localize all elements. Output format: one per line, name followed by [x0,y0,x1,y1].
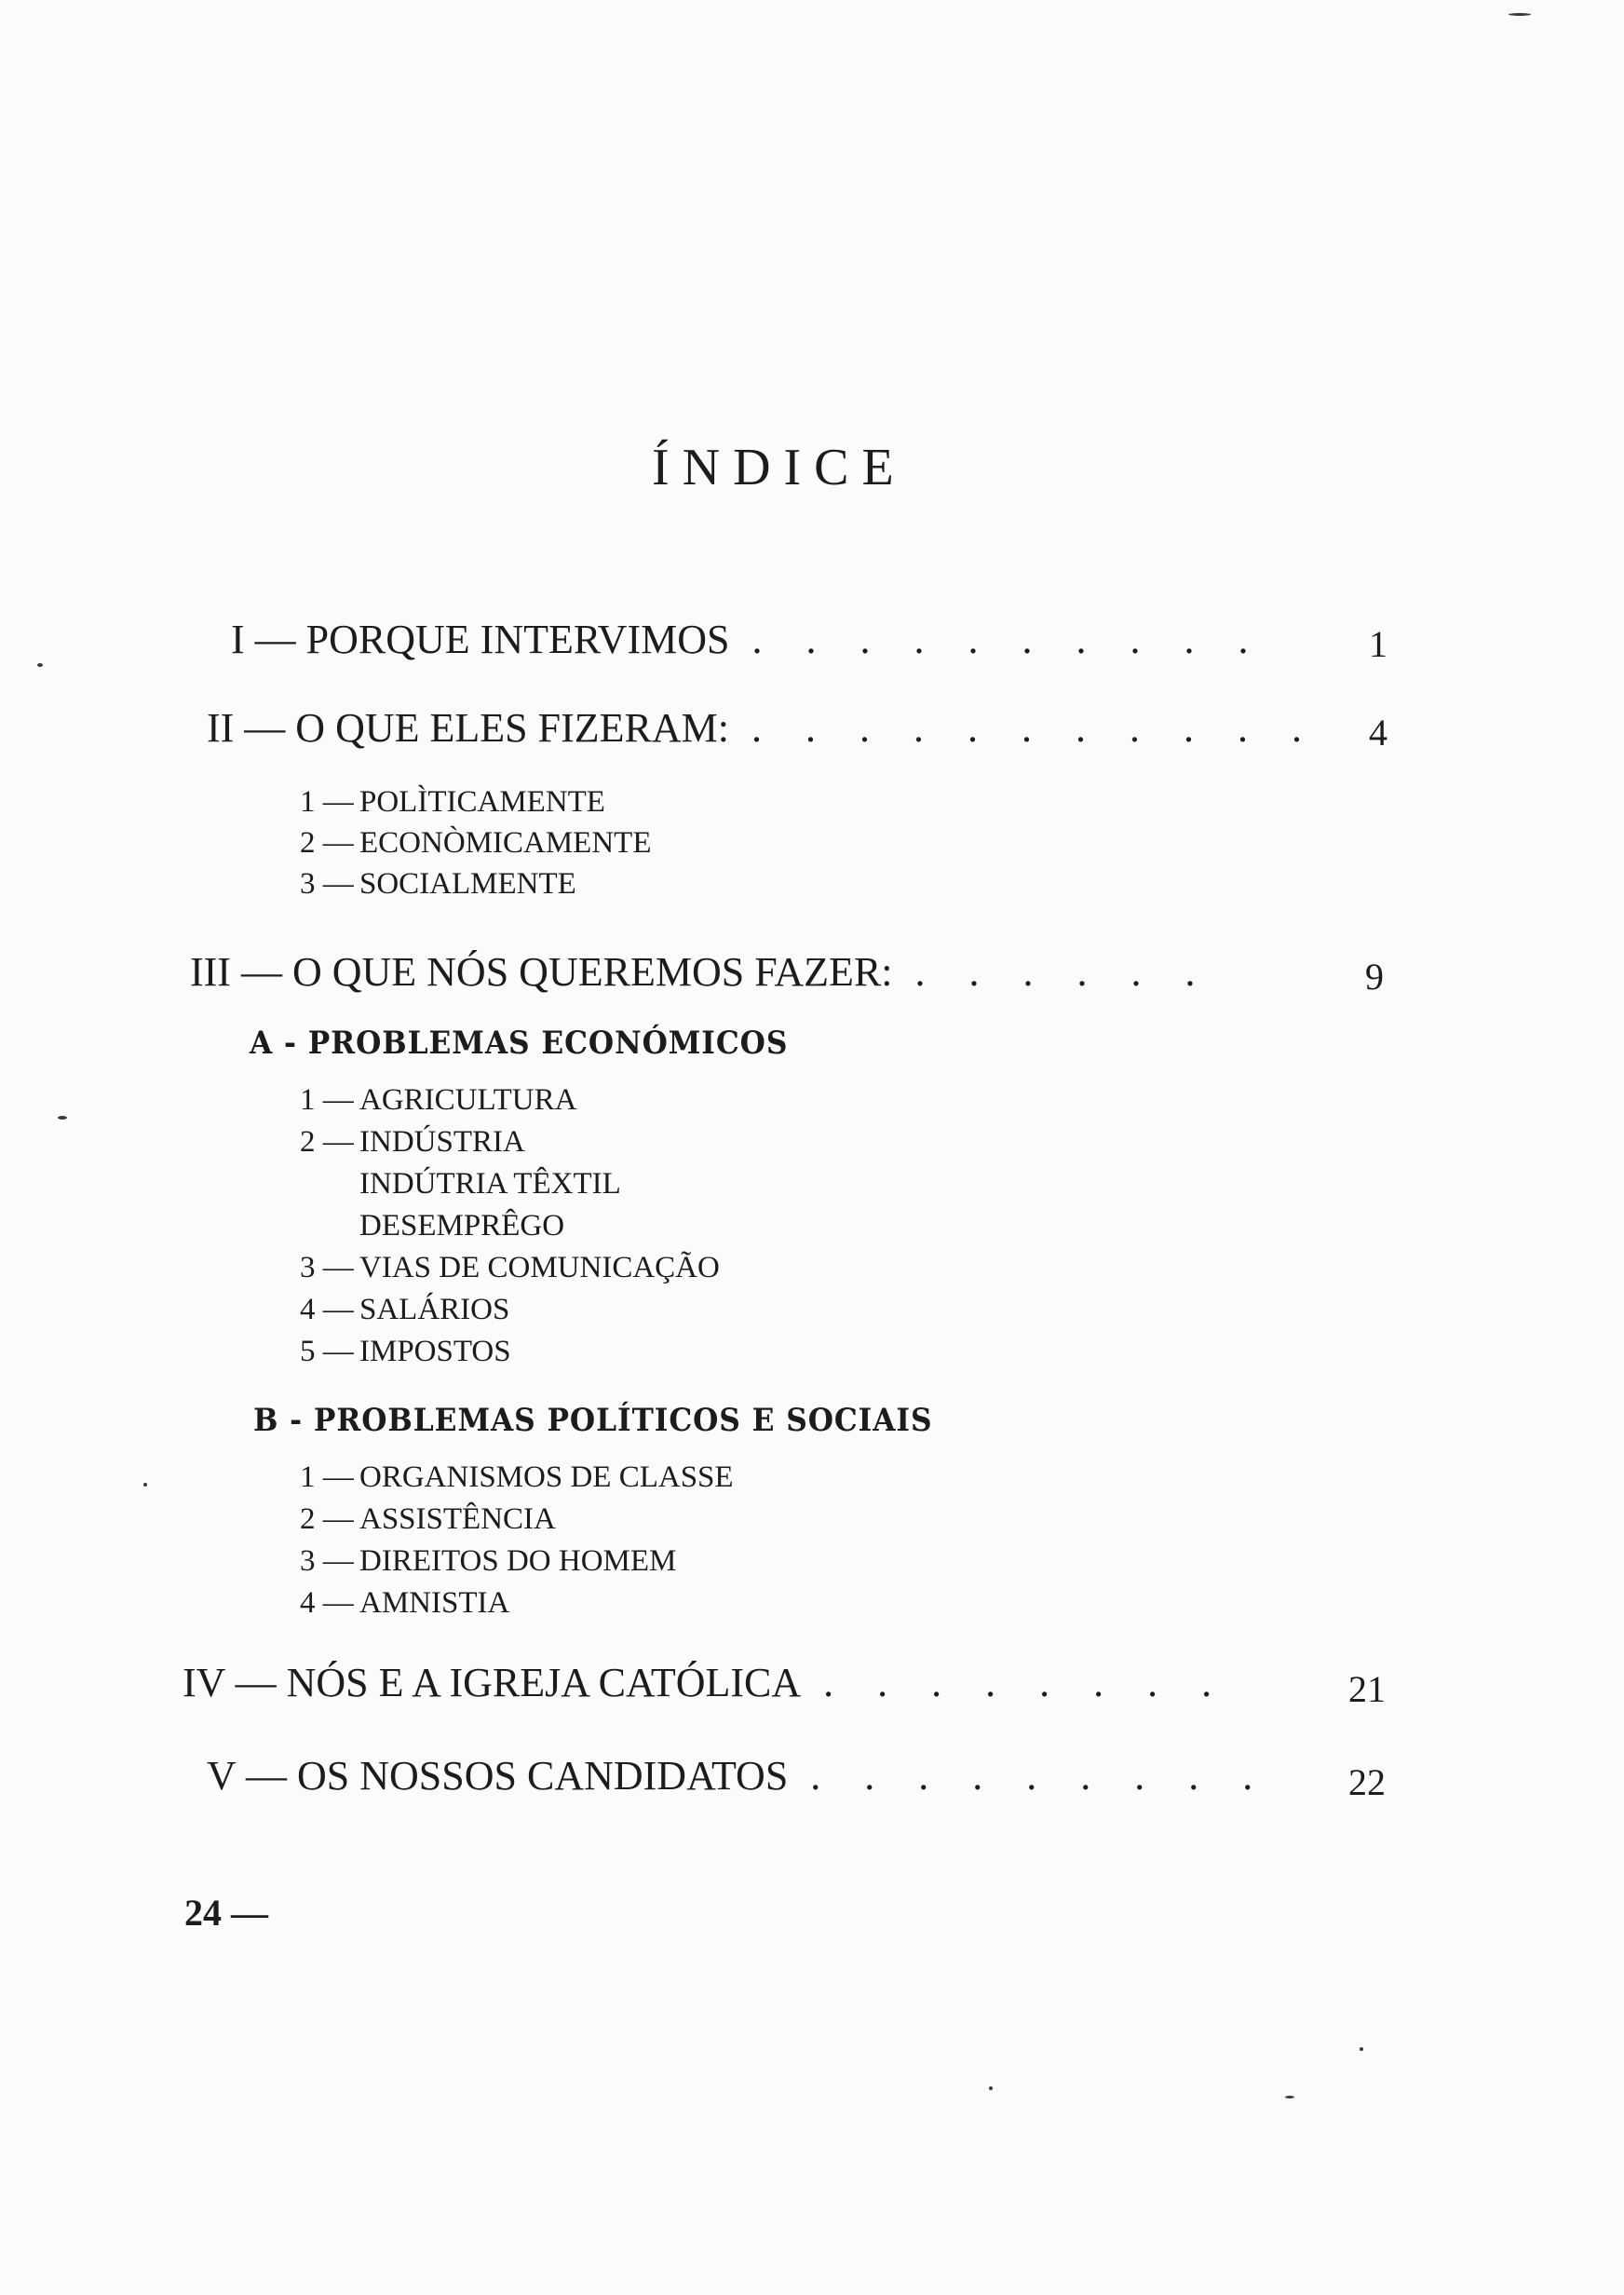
list-item [300,1546,676,1577]
toc-entry-label: IV — NÓS E A IGREJA CATÓLICA [183,1660,802,1705]
toc-page-number: 21 [1348,1668,1386,1710]
list-item [300,828,651,859]
scan-speck [1509,13,1531,16]
list-item [300,1504,556,1535]
toc-entry-2 [207,705,1319,751]
scan-speck [143,1483,147,1487]
leader-dots: . . . . . . . . [823,1660,1229,1705]
page-title: ÍNDICE [652,439,907,496]
item-text: ASSISTÊNCIA [359,1502,556,1536]
item-number: 1 — [300,1083,354,1117]
list-item [300,1253,720,1283]
list-item [300,1127,525,1158]
toc-entry-label: II — O QUE ELES FIZERAM: [207,705,729,751]
scan-speck [989,2086,993,2090]
toc-page-number: 9 [1365,956,1384,998]
item-text: IMPOSTOS [359,1335,511,1368]
item-number: 3 — [300,867,354,901]
item-number: 3 — [300,1251,354,1284]
toc-page-number: 1 [1369,623,1387,665]
leader-dots: . . . . . . [914,949,1212,995]
list-item [300,1588,509,1619]
toc-entry-1 [231,619,1265,660]
item-text: SOCIALMENTE [359,867,576,901]
item-text: AGRICULTURA [359,1083,577,1117]
list-item [300,1337,511,1367]
toc-entry-5 [207,1753,1270,1799]
leader-dots: . . . . . . . . . . [751,617,1265,662]
item-text: VIAS DE COMUNICAÇÃO [359,1251,720,1284]
section-heading-a: A - PROBLEMAS ECONÓMICOS [250,1025,789,1062]
list-item [300,1085,576,1116]
item-text: POLÌTICAMENTE [359,785,605,819]
toc-entry-4 [183,1660,1229,1705]
list-item [300,1295,509,1325]
list-item [300,1169,621,1200]
item-text: DESEMPRÊGO [359,1209,565,1243]
list-item [300,1462,734,1493]
item-number: 2 — [300,826,354,860]
toc-entry-label: V — OS NOSSOS CANDIDATOS [207,1753,789,1799]
item-number: 4 — [300,1586,354,1620]
scan-speck [37,663,43,667]
leader-dots: . . . . . . . . . [810,1753,1270,1799]
list-item [300,869,576,900]
toc-entry-label: III — O QUE NÓS QUEREMOS FAZER: [190,949,893,995]
item-number: 1 — [300,785,354,819]
item-number: 2 — [300,1125,354,1159]
item-text: ECONÒMICAMENTE [359,826,652,860]
toc-page-number: 4 [1369,712,1387,754]
toc-entry-3 [190,949,1212,995]
item-number: 5 — [300,1335,354,1368]
list-item [300,1211,564,1242]
section-heading-b: B - PROBLEMAS POLÍTICOS E SOCIAIS [253,1402,933,1439]
item-text: INDÚSTRIA [359,1125,525,1159]
item-text: DIREITOS DO HOMEM [359,1544,677,1578]
scan-speck [1285,2096,1294,2098]
item-text: ORGANISMOS DE CLASSE [359,1460,734,1494]
scan-speck [58,1116,67,1120]
page-folio: 24 — [184,1892,268,1934]
toc-entry-label: I — PORQUE INTERVIMOS [231,617,730,662]
toc-page-number: 22 [1348,1761,1386,1803]
scan-speck [1360,2047,1363,2051]
item-number: 2 — [300,1502,354,1536]
item-text: INDÚTRIA TÊXTIL [359,1167,621,1201]
list-item [300,787,605,818]
item-text: AMNISTIA [359,1586,510,1620]
item-number: 4 — [300,1293,354,1326]
item-number: 3 — [300,1544,354,1578]
leader-dots: . . . . . . . . . . . [751,705,1319,751]
item-text: SALÁRIOS [359,1293,510,1326]
item-number: 1 — [300,1460,354,1494]
